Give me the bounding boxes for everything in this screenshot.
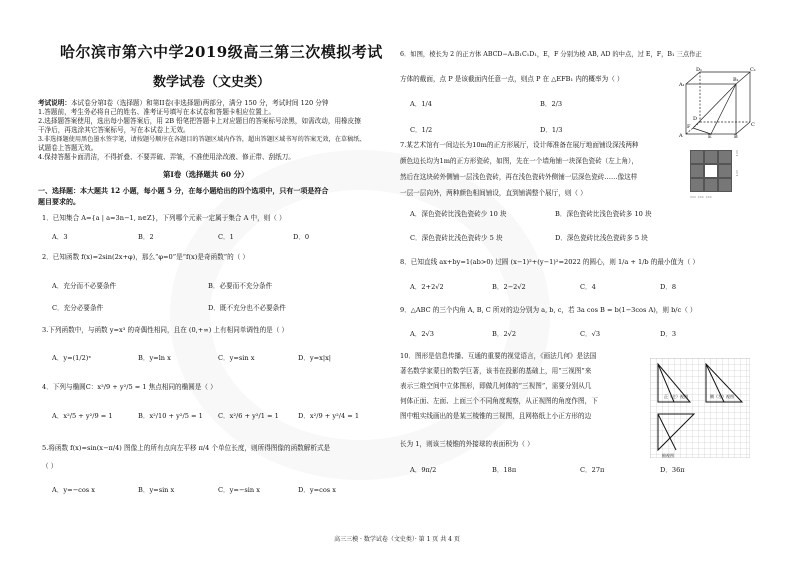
cube-label-a1: A₁ (679, 82, 685, 88)
q9-option-c: C．√3 (580, 330, 601, 338)
q7-stem-4: 一层一层向外，两种颜色相间铺设，直到铺满整个展厅，则（ ） (400, 189, 587, 197)
q10-option-c: C．27π (580, 466, 605, 474)
q10-stem-2: 著名数学家蒙日的数学巨著，该书在投影的基础上，用“三视图”来 (400, 367, 592, 375)
q8-option-a: A．2+2√2 (410, 283, 444, 291)
tile-dark (718, 178, 732, 192)
q4-option-b: B．x²/10 + y²/5 = 1 (138, 412, 203, 420)
exam-subtitle: 数学试卷（文史类） (153, 75, 271, 90)
q6-option-b: B．2/3 (540, 100, 563, 108)
q6-stem-2: 方体的截面，点 P 是该截面内任意一点，则点 P 在 △EFB₁ 内的概率为（ ） (400, 75, 624, 83)
q5-stem: 5.将函数 f(x)=sin(x−π/4) 图像上的所有点向左平移 π/4 个单位长度，则所得图像的函数解析式是 (42, 444, 331, 452)
q3-option-a: A．y=(1/2)ˣ (52, 354, 92, 362)
q8-option-b: B．2−2√2 (492, 283, 526, 291)
tile-dark (704, 178, 718, 192)
tile-dark (690, 164, 704, 178)
q5-option-b: B．y=sin x (138, 486, 175, 494)
q4-option-d: D．x²/9 + y²/4 = 1 (298, 412, 360, 420)
page-footer: 高三三模 · 数学试卷（文史类）· 第 1 页 共 4 页 (334, 536, 460, 543)
q10-option-d: D．36π (660, 466, 685, 474)
cube-label-c: C (751, 122, 755, 128)
q7-option-c: C．深色瓷砖比浅色瓷砖少 5 块 (410, 234, 503, 242)
q8-option-c: C．4 (580, 283, 596, 291)
section-heading: 一、选择题：本大题共 12 小题，每小题 5 分，在每小题给出的四个选项中，只有一项是符合 (38, 186, 329, 195)
side-view-label: 侧（左）视图 (710, 394, 734, 399)
q8-option-d: D．8 (660, 283, 677, 291)
q7-option-d: D．深色瓷砖比浅色瓷砖多 5 块 (555, 234, 648, 242)
instructions-line5: 试题卷上答题无效。 (38, 144, 98, 152)
q4-option-c: C．x²/6 + y²/1 = 1 (218, 412, 279, 420)
q2-option-d: D．既不充分也不必要条件 (208, 304, 286, 312)
q7-stem: 7.某艺术馆有一间边长为10m的正方形展厅，设计师准备在展厅地面铺设深浅两种 (400, 141, 639, 149)
q5-option-c: C．y=−sin x (218, 486, 260, 494)
cube-label-b: B (734, 134, 738, 138)
left-column (38, 0, 390, 530)
q10-option-a: A．9π/2 (410, 466, 437, 474)
q2-stem: 2．已知函数 f(x)=2sin(2x+φ)，那么“φ=0”是“f(x)是奇函数”的（ ） (42, 253, 249, 261)
q10-stem-4: 何体正面、左面、上面三个不同角度观察，从正视图的角度作图，下 (400, 397, 598, 405)
cube-label-e: E (708, 134, 712, 138)
q10-stem-5: 图中粗实线画出的是某三棱锥的三视图，且网格纸上小正方形的边 (400, 412, 592, 420)
q10-stem: 10．图形是信息传播、互通的重要的视觉语言，《画法几何》是法国 (400, 352, 597, 360)
cube-label-c1: C₁ (750, 67, 756, 73)
q1-stem: 1．已知集合 A={a | a=3n−1, n∈Z}，下列哪个元素一定属于集合 A 中，则（ ） (42, 214, 286, 222)
cube-label-d1: D₁ (696, 67, 703, 73)
q6-option-d: D．1/3 (540, 126, 563, 134)
q2-option-b: B．必要而不充分条件 (208, 282, 273, 290)
tile-dark (690, 178, 704, 192)
exam-title: 哈尔滨市第六中学2019级高三第三次模拟考试 (60, 43, 383, 61)
q4-stem: 4．下列与椭圆C：x²/9 + y²/5 = 1 焦点相同的椭圆是（ ） (42, 383, 217, 391)
tile-dark (704, 150, 718, 164)
tile-pattern: ⋮ ⋮ ⋯ ⋯ ⋯ (690, 150, 740, 201)
instructions-line6: 4.保持答题卡面清洁，不得折叠、不要弄破、弄皱，不准使用涂改液、修正带、刮纸刀。 (38, 153, 295, 161)
cube-figure (678, 66, 756, 138)
q10-stem-6: 长为 1，则该三棱锥的外接球的表面积为（ ） (400, 440, 534, 448)
q7-option-b: B．深色瓷砖比浅色瓷砖多 10 块 (555, 210, 652, 218)
instructions-line3: 干净后，再选涂其它答案标号，写在本试卷上无效。 (38, 126, 190, 134)
section-heading-2: 题目要求的。 (38, 197, 80, 206)
q7-option-a: A．深色瓷砖比浅色瓷砖少 10 块 (410, 210, 507, 218)
right-column (400, 0, 760, 530)
q4-option-a: A．x²/5 + y²/9 = 1 (52, 412, 113, 420)
q9-stem: 9．△ABC 的三个内角 A, B, C 所对的边分别为 a, b, c，若 3a cos B = b(1−3cos A)，则 b/c（ ） (400, 306, 697, 314)
q7-stem-3: 然后在这块砖外侧铺一层浅色瓷砖，再在浅色瓷砖外侧铺一层深色瓷砖……像这样 (400, 173, 638, 181)
q8-stem: 8．已知直线 ax+by=1(ab>0) 过圆 (x−1)²+(y−1)²=2022 的圆心，则 1/a + 1/b 的最小值为（ ） (400, 258, 699, 266)
q2-option-a: A．充分而不必要条件 (52, 282, 117, 290)
q10-stem-3: 表示三维空间中立体图形，即做几何体的“三视图”，需要分别从几 (400, 382, 592, 390)
q6-stem: 6．如图，棱长为 2 的正方体 ABCD−A₁B₁C₁D₁，E，F 分别为棱 AB, AD 的中点，过 E，F，B₁ 三点作正 (400, 51, 702, 58)
q1-option-b: B．2 (138, 233, 154, 241)
instructions-line4: 3.非选择题使用黑色墨水签字笔，请按题号顺序在各题目的答题区域内作答，超出答题区域书写的答案无效，在草稿纸、 (38, 136, 366, 143)
q9-option-b: B．2√2 (492, 330, 517, 338)
q6-option-c: C．1/2 (410, 126, 433, 134)
q1-option-d: D．0 (293, 233, 310, 241)
q2-option-c: C．充分必要条件 (52, 304, 104, 312)
q3-option-d: D．y=x|x| (298, 354, 332, 362)
cube-label-d: D (693, 116, 698, 122)
q3-stem: 3.下列函数中，与函数 y=x³ 的奇偶性相同，且在 (0,+∞) 上有相同单调性的是（ ） (42, 326, 289, 334)
q5-stem-2: （ ） (42, 462, 58, 470)
tile-light (704, 164, 718, 178)
three-views-figure (650, 358, 750, 458)
instructions-line0: 考试说明：本试卷分第I卷（选择题）和第II卷(非选择题)两部分，满分 150 分，考试时间 120 分钟 (38, 99, 329, 107)
q10-option-b: B．18π (492, 466, 517, 474)
q9-option-a: A．2√3 (410, 330, 434, 338)
q6-option-a: A．1/4 (410, 100, 432, 108)
cube-label-f: F (687, 124, 691, 130)
part1-title: 第Ⅰ卷（选择题共 60 分） (163, 170, 249, 179)
q9-option-d: D．3 (660, 330, 677, 338)
tile-dark (718, 164, 732, 178)
tile-dark (718, 150, 732, 164)
top-view-label: 俯视图 (662, 453, 674, 458)
q3-option-c: C．y=sin x (218, 354, 255, 362)
q1-option-c: C．1 (218, 233, 234, 241)
tile-dark (690, 150, 704, 164)
instructions-line2: 2.选择题答案使用，选出每小题答案后，用 2B 铅笔把答题卡上对应题目的答案标号涂黑，如需改动，用橡皮擦 (38, 117, 361, 125)
q5-option-a: A．y=−cos x (52, 486, 95, 494)
cube-label-a: A (679, 133, 683, 138)
front-view-label: 正（主）视图 (664, 394, 688, 399)
q7-stem-2: 颜色边长均为1m的正方形瓷砖，如图，先在一个墙角铺一块深色瓷砖（左上角）， (400, 157, 638, 165)
q1-option-a: A．3 (52, 233, 68, 241)
instructions-line1: 1.答题前，考生务必将自己的姓名、准考证号填写在本试卷和答题卡相应位置上。 (38, 108, 276, 116)
q5-option-d: D．y=cos x (298, 486, 336, 494)
q3-option-b: B．y=ln x (138, 354, 171, 362)
cube-label-b1: B₁ (733, 77, 739, 83)
